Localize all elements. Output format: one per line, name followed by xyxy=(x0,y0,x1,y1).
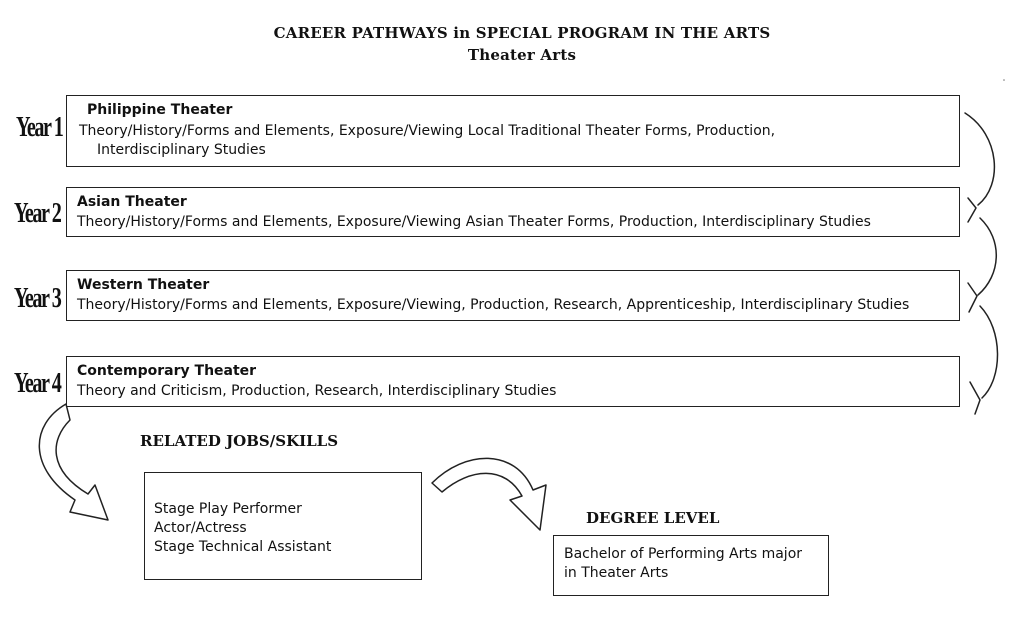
year-2-heading: Asian Theater xyxy=(77,194,187,210)
year-label-4: Year 4 xyxy=(14,368,61,399)
year-3-heading: Western Theater xyxy=(77,277,210,293)
related-job-item: Actor/Actress xyxy=(154,520,247,536)
page-subtitle: Theater Arts xyxy=(467,46,577,64)
year-4-description: Theory and Criticism, Production, Research, Interdisciplinary Studies xyxy=(77,383,557,399)
degree-level-heading: DEGREE LEVEL xyxy=(586,509,720,527)
related-job-item: Stage Technical Assistant xyxy=(154,539,332,555)
year-4-to-jobs-arrow xyxy=(39,404,108,520)
degree-level-line: Bachelor of Performing Arts major xyxy=(564,546,803,562)
year-3-description: Theory/History/Forms and Elements, Exposure/Viewing, Production, Research, Apprenticeship, Interdisciplinary Studies xyxy=(77,297,910,313)
year-label-1: Year 1 xyxy=(16,112,63,143)
page-title: CAREER PATHWAYS in SPECIAL PROGRAM IN THE ARTS xyxy=(273,24,771,42)
year-4-heading: Contemporary Theater xyxy=(77,363,257,379)
year-2-to-3-arrowhead xyxy=(968,283,977,312)
year-2-description: Theory/History/Forms and Elements, Exposure/Viewing Asian Theater Forms, Production, Interdisciplinary Studies xyxy=(77,214,871,230)
year-label-3: Year 3 xyxy=(14,283,61,314)
year-label-2: Year 2 xyxy=(14,198,61,229)
degree-level-line: in Theater Arts xyxy=(564,565,669,581)
related-jobs-heading: RELATED JOBS/SKILLS xyxy=(140,432,339,450)
year-3-to-4-arrowhead xyxy=(970,382,980,414)
related-job-item: Stage Play Performer xyxy=(154,501,302,517)
year-1-description-line-1: Theory/History/Forms and Elements, Exposure/Viewing Local Traditional Theater Forms, Production, xyxy=(79,123,776,139)
jobs-to-degree-arrow xyxy=(432,458,546,530)
year-1-heading: Philippine Theater xyxy=(87,102,233,118)
year-1-to-2-arrow xyxy=(965,113,994,205)
year-1-description-line-2: Interdisciplinary Studies xyxy=(97,142,266,158)
year-1-to-2-arrowhead xyxy=(968,198,976,222)
year-2-to-3-arrow xyxy=(978,218,996,295)
year-3-to-4-arrow xyxy=(980,306,998,398)
